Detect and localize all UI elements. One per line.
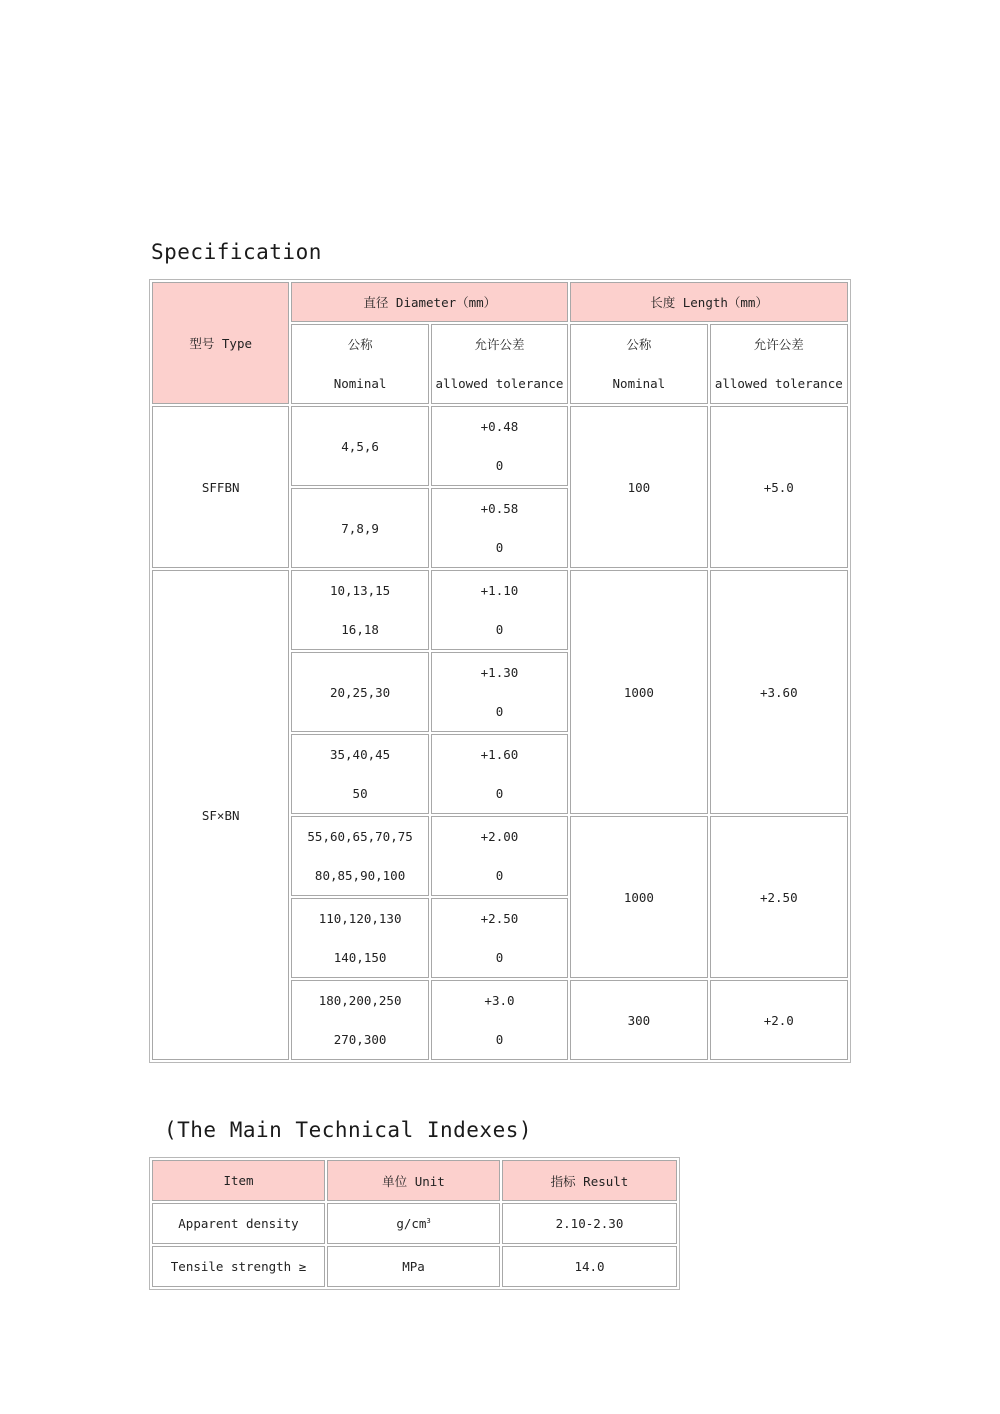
length-cell: 1000: [570, 570, 707, 814]
tolerance-upper: +2.00: [480, 829, 519, 844]
item-header: Item: [152, 1160, 325, 1201]
type-header: 型号 Type: [152, 282, 289, 404]
diameter-tolerance-header: [431, 324, 568, 404]
diameter-tolerance-cell: [431, 488, 568, 568]
tolerance-upper: +3.0: [484, 993, 515, 1008]
diameter-header: 直径 Diameter（mm）: [291, 282, 568, 322]
diameter-tolerance-cell: [431, 980, 568, 1060]
item-cell: Apparent density: [152, 1203, 325, 1244]
specification-title: Specification: [151, 240, 322, 264]
table-row: [152, 570, 848, 650]
diameter-line: 270,300: [333, 1032, 387, 1047]
result-header: 指标 Result: [502, 1160, 677, 1201]
diameter-cell: 20,25,30: [291, 652, 428, 732]
result-cell: 2.10-2.30: [502, 1203, 677, 1244]
length-nominal-header: [570, 324, 707, 404]
tolerance-lower: 0: [495, 704, 504, 719]
unit-superscript: 3: [426, 1216, 431, 1225]
table-row: [152, 406, 848, 486]
diameter-tolerance-cell: [431, 734, 568, 814]
length-tolerance-header: [710, 324, 848, 404]
diameter-tolerance-cell: [431, 898, 568, 978]
diameter-line: 35,40,45: [329, 747, 391, 762]
diameter-line: 80,85,90,100: [314, 868, 406, 883]
length-cell: 300: [570, 980, 707, 1060]
length-tolerance-cell: +2.50: [710, 816, 848, 978]
tolerance-en-label: allowed tolerance: [435, 376, 564, 391]
tolerance-lower: 0: [495, 868, 504, 883]
diameter-line: 16,18: [341, 622, 379, 637]
tolerance-lower: 0: [495, 786, 504, 801]
tolerance-upper: +0.48: [480, 419, 519, 434]
tolerance-upper: +1.60: [480, 747, 519, 762]
length-cell: 100: [570, 406, 707, 568]
diameter-tolerance-cell: [431, 816, 568, 896]
length-tolerance-cell: +2.0: [710, 980, 848, 1060]
diameter-tolerance-cell: [431, 406, 568, 486]
tolerance-upper: +0.58: [480, 501, 519, 516]
diameter-line: 55,60,65,70,75: [307, 829, 413, 844]
tolerance-cn-label: 允许公差: [753, 337, 804, 352]
diameter-line: 180,200,250: [318, 993, 402, 1008]
diameter-nominal-header: [291, 324, 428, 404]
technical-indexes-table: [149, 1157, 680, 1290]
diameter-line: 140,150: [333, 950, 387, 965]
diameter-line: 50: [352, 786, 368, 801]
diameter-line: 110,120,130: [318, 911, 402, 926]
tolerance-upper: +2.50: [480, 911, 519, 926]
diameter-cell: [291, 898, 428, 978]
diameter-cell: 7,8,9: [291, 488, 428, 568]
diameter-cell: [291, 980, 428, 1060]
table-header-row: [152, 1160, 677, 1201]
length-cell: 1000: [570, 816, 707, 978]
item-cell: Tensile strength ≥: [152, 1246, 325, 1287]
length-tolerance-cell: +3.60: [710, 570, 848, 814]
tolerance-lower: 0: [495, 950, 504, 965]
length-header: 长度 Length（mm）: [570, 282, 848, 322]
diameter-cell: 4,5,6: [291, 406, 428, 486]
table-row: [152, 1246, 677, 1287]
result-cell: 14.0: [502, 1246, 677, 1287]
diameter-tolerance-cell: [431, 570, 568, 650]
tolerance-lower: 0: [495, 540, 504, 555]
table-row: [152, 1203, 677, 1244]
unit-cell: MPa: [327, 1246, 500, 1287]
tolerance-upper: +1.10: [480, 583, 519, 598]
technical-indexes-title: (The Main Technical Indexes): [164, 1118, 533, 1142]
nominal-en-label: Nominal: [612, 376, 666, 391]
diameter-cell: [291, 570, 428, 650]
diameter-cell: [291, 816, 428, 896]
nominal-cn-label: 公称: [347, 337, 373, 352]
diameter-line: 10,13,15: [329, 583, 391, 598]
diameter-cell: [291, 734, 428, 814]
unit-header: 单位 Unit: [327, 1160, 500, 1201]
table-header-row: [152, 282, 848, 322]
nominal-cn-label: 公称: [626, 337, 652, 352]
diameter-tolerance-cell: [431, 652, 568, 732]
unit-cell: [327, 1203, 500, 1244]
length-tolerance-cell: +5.0: [710, 406, 848, 568]
tolerance-en-label: allowed tolerance: [714, 376, 843, 391]
specification-table: [149, 279, 851, 1063]
tolerance-lower: 0: [495, 1032, 504, 1047]
unit-text: g/cm: [396, 1216, 427, 1231]
tolerance-upper: +1.30: [480, 665, 519, 680]
tolerance-lower: 0: [495, 458, 504, 473]
tolerance-cn-label: 允许公差: [474, 337, 525, 352]
nominal-en-label: Nominal: [333, 376, 387, 391]
type-cell: SF×BN: [152, 570, 289, 1060]
tolerance-lower: 0: [495, 622, 504, 637]
type-cell: SFFBN: [152, 406, 289, 568]
